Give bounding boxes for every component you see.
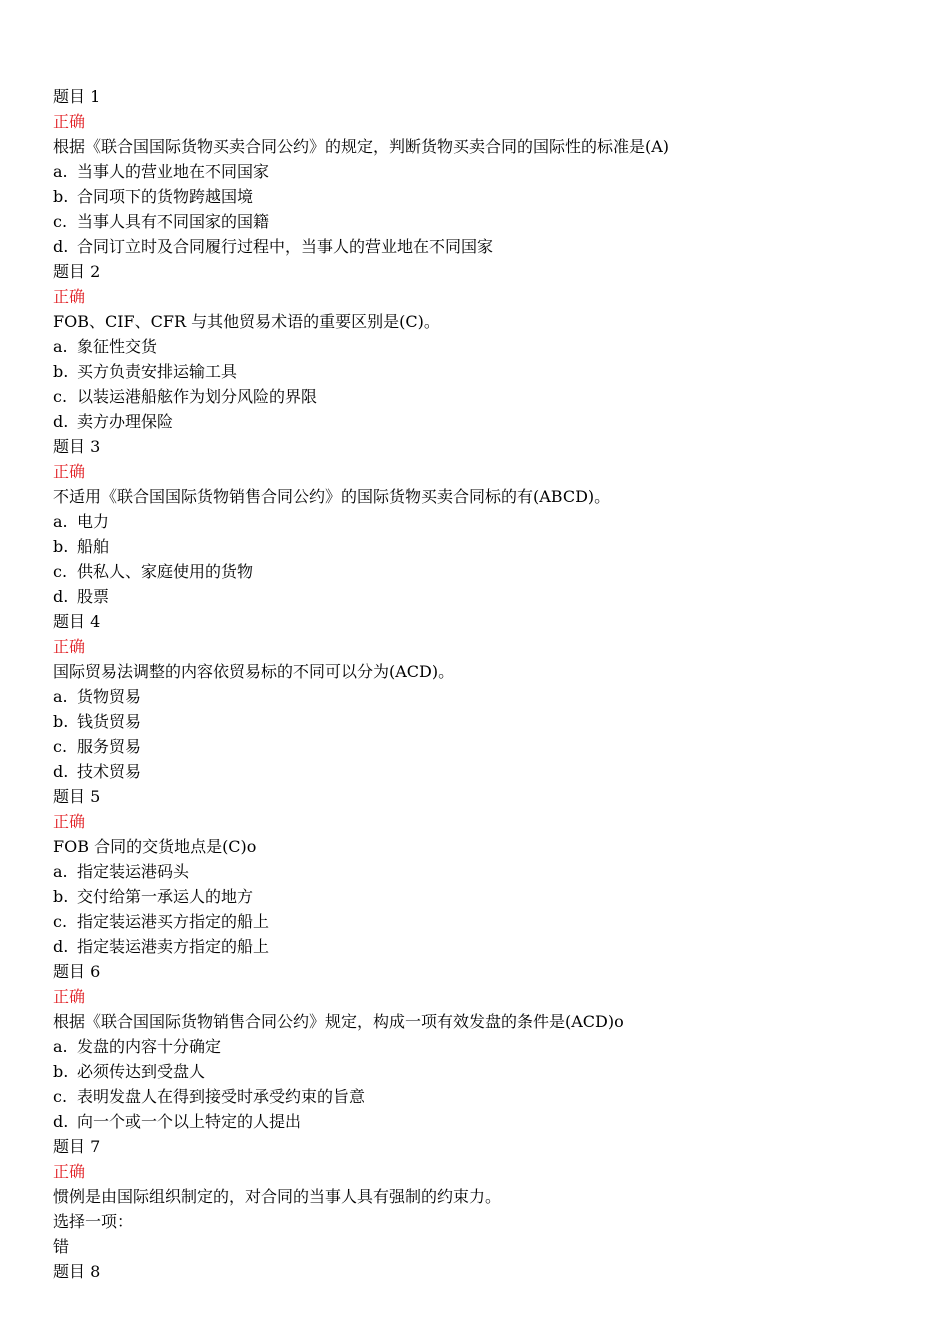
option-item [53, 234, 913, 259]
question-stem: 惯例是由国际组织制定的，对合同的当事人具有强制的约束力。 [53, 1187, 502, 1206]
option-text: 钱货贸易 [77, 712, 142, 731]
option-letter: b. [53, 887, 69, 906]
option-text: 交付给第一承运人的地方 [77, 887, 254, 906]
option-text: 合同订立时及合同履行过程中，当事人的营业地在不同国家 [77, 237, 494, 256]
option-letter: c. [53, 212, 68, 231]
question-stem: 国际贸易法调整的内容依贸易标的不同可以分为(ACD)。 [53, 662, 455, 681]
option-item [53, 1109, 913, 1134]
option-item [53, 184, 913, 209]
option-item [53, 709, 913, 734]
option-letter: a. [53, 1037, 68, 1056]
question-header: 题目 1 [53, 87, 101, 106]
option-text: 船舶 [77, 537, 110, 556]
question-stem: FOB、CIF、CFR 与其他贸易术语的重要区别是(C)。 [53, 312, 440, 331]
option-letter: c. [53, 912, 68, 931]
option-item [53, 584, 913, 609]
option-letter: d. [53, 762, 69, 781]
question-header: 题目 7 [53, 1137, 101, 1156]
option-text: 股票 [77, 587, 110, 606]
status-correct: 正确 [53, 112, 86, 131]
option-item [53, 934, 913, 959]
status-correct: 正确 [53, 1162, 86, 1181]
option-text: 货物贸易 [77, 687, 142, 706]
option-letter: d. [53, 587, 69, 606]
option-item [53, 734, 913, 759]
question-list [53, 84, 913, 1284]
option-text: 卖方办理保险 [77, 412, 174, 431]
status-correct: 正确 [53, 287, 86, 306]
option-letter: a. [53, 687, 68, 706]
option-letter: d. [53, 937, 69, 956]
question-header: 题目 8 [53, 1262, 101, 1281]
option-item [53, 684, 913, 709]
question-stem: FOB 合同的交货地点是(C)o [53, 837, 257, 856]
option-item [53, 159, 913, 184]
option-text: 供私人、家庭使用的货物 [77, 562, 254, 581]
option-letter: b. [53, 187, 69, 206]
question-header: 题目 6 [53, 962, 101, 981]
option-item [53, 559, 913, 584]
option-letter: a. [53, 337, 68, 356]
option-item [53, 209, 913, 234]
question-header: 题目 2 [53, 262, 101, 281]
option-text: 技术贸易 [77, 762, 142, 781]
option-text: 合同项下的货物跨越国境 [77, 187, 254, 206]
option-letter: d. [53, 1112, 69, 1131]
option-letter: b. [53, 1062, 69, 1081]
option-text: 买方负责安排运输工具 [77, 362, 238, 381]
option-letter: a. [53, 162, 68, 181]
option-text: 服务贸易 [77, 737, 142, 756]
question-stem: 根据《联合国国际货物销售合同公约》规定，构成一项有效发盘的条件是(ACD)o [53, 1012, 624, 1031]
status-correct: 正确 [53, 462, 86, 481]
option-text: 象征性交货 [77, 337, 158, 356]
option-text: 指定装运港买方指定的船上 [77, 912, 270, 931]
option-letter: c. [53, 1087, 68, 1106]
option-letter: d. [53, 412, 69, 431]
option-item [53, 509, 913, 534]
option-text: 必须传达到受盘人 [77, 1062, 206, 1081]
choice-prompt: 选择一项： [53, 1212, 134, 1231]
option-text: 以装运港船舷作为划分风险的界限 [77, 387, 318, 406]
question-header: 题目 5 [53, 787, 101, 806]
question-stem: 不适用《联合国国际货物销售合同公约》的国际货物买卖合同标的有(ABCD)。 [53, 487, 611, 506]
option-letter: a. [53, 512, 68, 531]
answer-value: 错 [53, 1237, 70, 1256]
option-text: 当事人的营业地在不同国家 [77, 162, 270, 181]
option-item [53, 359, 913, 384]
option-letter: b. [53, 712, 69, 731]
option-item [53, 1034, 913, 1059]
status-correct: 正确 [53, 812, 86, 831]
option-text: 表明发盘人在得到接受时承受约束的旨意 [77, 1087, 366, 1106]
option-item [53, 1059, 913, 1084]
option-letter: c. [53, 387, 68, 406]
option-item [53, 909, 913, 934]
option-letter: b. [53, 362, 69, 381]
status-correct: 正确 [53, 987, 86, 1006]
option-text: 当事人具有不同国家的国籍 [77, 212, 270, 231]
question-header: 题目 3 [53, 437, 101, 456]
option-letter: c. [53, 737, 68, 756]
option-item [53, 1084, 913, 1109]
status-correct: 正确 [53, 637, 86, 656]
option-item [53, 409, 913, 434]
option-item [53, 534, 913, 559]
option-letter: b. [53, 537, 69, 556]
question-stem: 根据《联合国国际货物买卖合同公约》的规定，判断货物买卖合同的国际性的标准是(A) [53, 137, 670, 156]
option-item [53, 384, 913, 409]
option-item [53, 759, 913, 784]
option-item [53, 859, 913, 884]
question-header: 题目 4 [53, 612, 101, 631]
option-item [53, 884, 913, 909]
option-text: 指定装运港码头 [77, 862, 190, 881]
option-item [53, 334, 913, 359]
option-text: 向一个或一个以上特定的人提出 [77, 1112, 302, 1131]
option-text: 指定装运港卖方指定的船上 [77, 937, 270, 956]
option-text: 发盘的内容十分确定 [77, 1037, 222, 1056]
option-text: 电力 [77, 512, 110, 531]
option-letter: d. [53, 237, 69, 256]
option-letter: c. [53, 562, 68, 581]
option-letter: a. [53, 862, 68, 881]
